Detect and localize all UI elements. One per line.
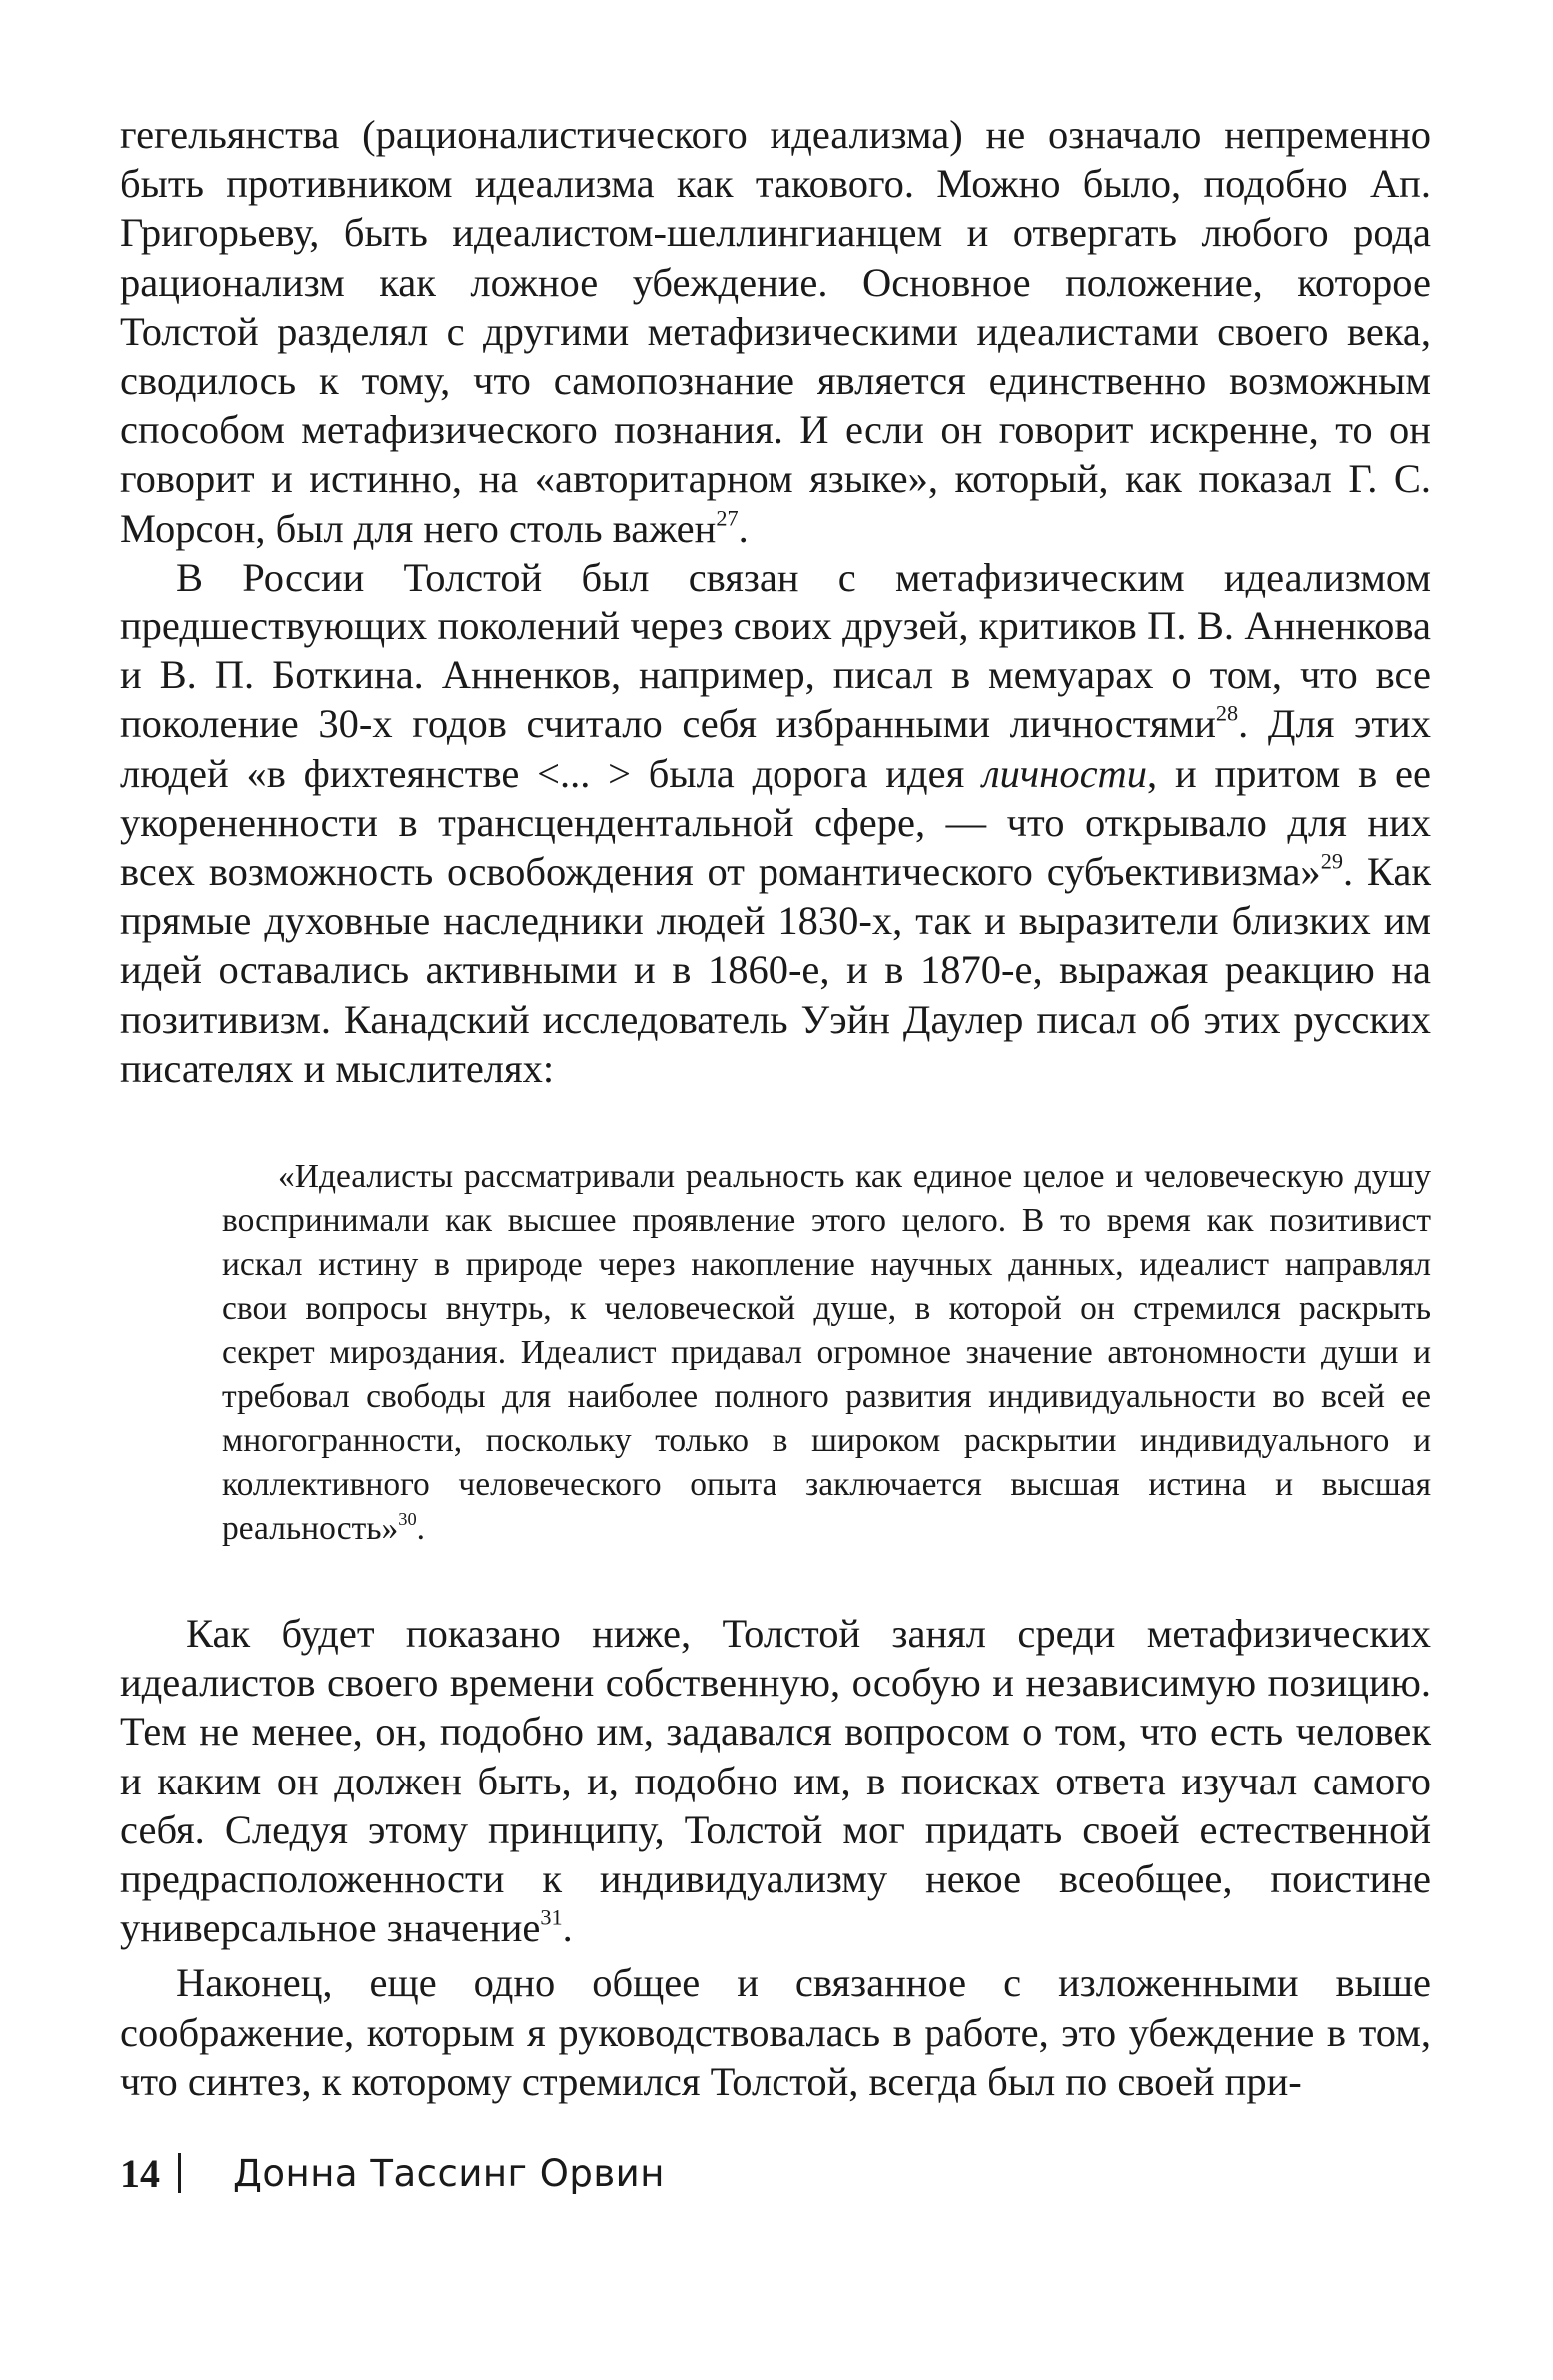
paragraph-1-text: гегельянства (рационалистического идеализма) не означало непременно быть противником идеализма как такового. Можно было, подобно Ап. Григорьеву, быть идеалистом-шеллингианцем и отвергать любого рода рационализм как ложное убеждение. Основное положение, которое Толстой разделял с другими метафизическими идеалистами своего века, сводилось к тому, что самопознание является единственно возможным способом метафизического познания. И если он говорит искренне, то он говорит и истинно, на «авторитарном языке», который, как показал Г. С. Морсон, был для него столь важен [120,112,1431,551]
page-number: 14 [120,2150,160,2196]
paragraph-2-text-c: , и притом в ее укорененности в трансцендентальной сфере, — что открывало для них всех возможность освобождения от романтического субъективизма» [120,750,1431,895]
block-quote [222,1155,1431,1551]
footer-divider [178,2153,181,2193]
paragraph-1 [120,110,1431,553]
paragraph-4-text: Наконец, еще одно общее и связанное с изложенными выше соображение, которым я руководствовалась в работе, это убеждение в том, что синтез, к которому стремился Толстой, всегда был по своей при- [120,1960,1431,2104]
footnote-ref-30: 30 [398,1509,417,1530]
paragraph-1-end: . [738,505,749,551]
paragraph-3-text: Как будет показано ниже, Толстой занял среди метафизических идеалистов своего времени собственную, особую и независимую позицию. Тем не менее, он, подобно им, задавался вопросом о том, что есть человек и каким он должен быть, и, подобно им, в поисках ответа изучал самого себя. Следуя этому принципу, Толстой мог придать своей естественной предрасположенности к индивидуализму некое всеобщее, поистине универсальное значение [120,1611,1431,1951]
paragraph-3 [120,1609,1431,1952]
footnote-ref-29: 29 [1320,848,1343,874]
footnote-ref-28: 28 [1215,700,1239,726]
footnote-ref-27: 27 [716,504,739,530]
block-quote-end: . [416,1510,426,1548]
paragraph-2 [120,553,1431,1093]
running-author: Донна Тассинг Орвин [233,2151,665,2195]
page-footer [120,2143,665,2203]
paragraph-4 [120,1958,1431,2106]
paragraph-2-text-d: . Как прямые духовные наследники людей 1830-х, так и выразители близких им идей оставались активными и в 1860-е, и в 1870-е, выражая реакцию на позитивизм. Канадский исследователь Уэйн Даулер писал об этих русских писателях и мыслителях: [120,849,1431,1091]
block-quote-text: «Идеалисты рассматривали реальность как единое целое и человеческую душу воспринимали как высшее проявление этого целого. В то время как позитивист искал истину в природе через накопление научных данных, идеалист направлял свои вопросы внутрь, к человеческой душе, в которой он стремился раскрыть секрет мироздания. Идеалист придавал огромное значение автономности души и требовал свободы для наиболее полного развития индивидуальности во всей ее многогранности, поскольку только в широком раскрытии индивидуального и коллективного человеческого опыта заключается высшая истина и высшая реальность» [222,1158,1431,1548]
paragraph-3-end: . [562,1905,573,1951]
paragraph-2-text-a: В России Толстой был связан с метафизическим идеализмом предшествующих поколений через своих друзей, критиков П. В. Анненкова и В. П. Боткина. Анненков, например, писал в мемуарах о том, что все поколение 30-х годов считало себя избранными личностями [120,554,1431,747]
footnote-ref-31: 31 [540,1904,563,1930]
emphasis-lichnosti: личности [982,750,1148,796]
page-body [120,110,1431,2106]
paragraph-2-text-b: . Для этих людей «в фихтеянстве <... > была дорога идея [120,701,1431,796]
